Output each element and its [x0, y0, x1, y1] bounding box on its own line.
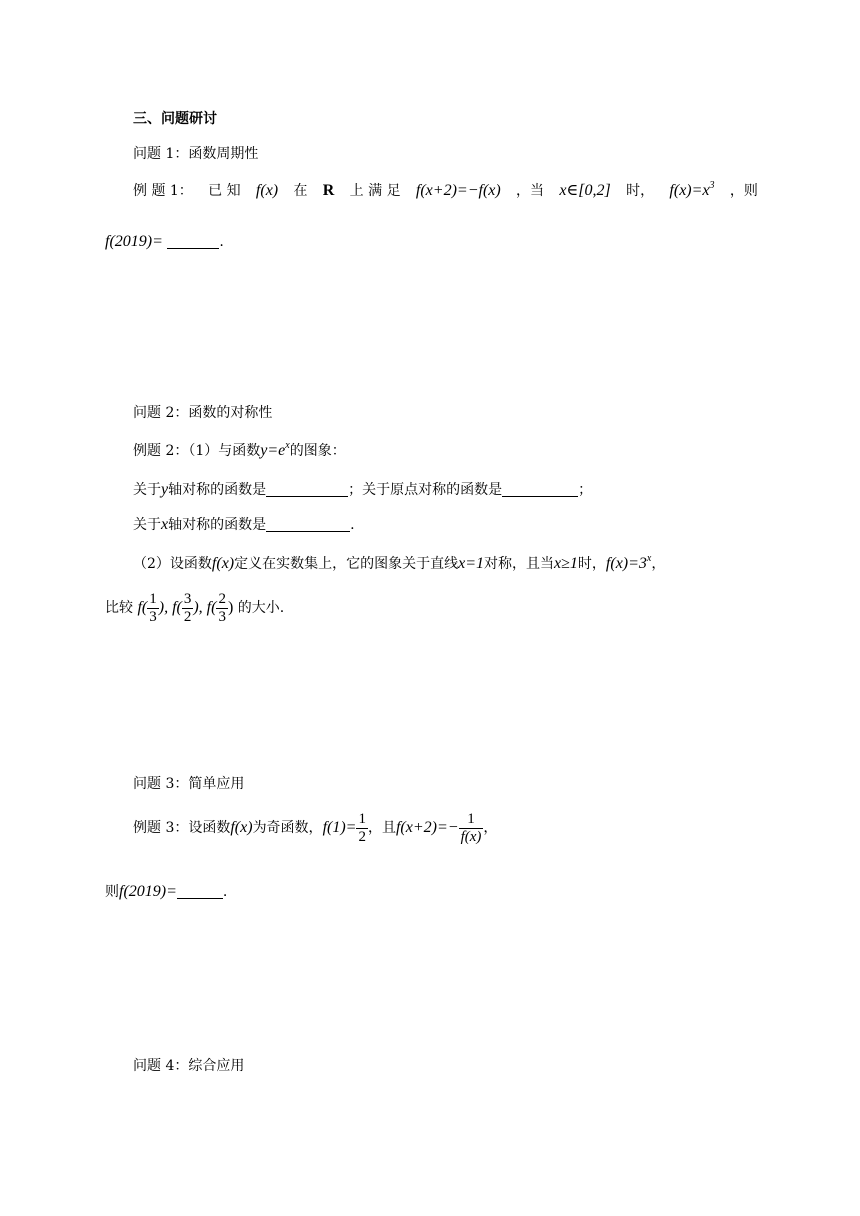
q2-line-1: 关于y轴对称的函数是 ；关于原点对称的函数是 ； — [133, 481, 593, 498]
q1-t3: 上 满 足 — [349, 183, 401, 199]
q1-cube: $f(x)=x^3$ — [669, 180, 715, 199]
q2-ex-label: 例题 2：（1）与函数 — [133, 443, 261, 459]
q1-t5: 时， — [626, 183, 655, 199]
q2-ex-tail: 的图象： — [289, 443, 346, 459]
q1-eq1: f(x+2)=−f(x) — [415, 182, 501, 199]
q1-heading: 问题 1：函数周期性 — [133, 146, 259, 162]
q1-period: . — [219, 234, 224, 250]
q1-ex-label: 例 题 1： — [133, 183, 193, 199]
q2-origin-blank[interactable] — [502, 481, 578, 497]
q2-line-2: 关于x轴对称的函数是 . — [133, 516, 355, 533]
q2-x-axis-blank[interactable] — [266, 516, 350, 532]
q2-compare-line: 比较 f( $\frac{1}{3}$ ), f( $\frac{3}{2}$ ), f( $\frac{2}{3}$ ) 的大小. — [105, 590, 285, 625]
q1-question-line — [105, 232, 224, 252]
q1-t4: ，当 — [516, 183, 545, 199]
q3-question-line: 则f(2019)= . — [105, 883, 228, 900]
q2-example-line — [133, 441, 346, 461]
q1-t1: 已 知 — [208, 183, 241, 199]
q3-example-line: 例题 3：设函数f(x)为奇函数，f(1)= $\frac{1}{2}$ ，且f(x+2)=− $\frac{1}{f(x)}$ ， — [133, 810, 498, 845]
q1-ask: f(2019)= — [105, 233, 163, 250]
q2-y-axis-blank[interactable] — [266, 481, 348, 497]
q1-interval: x∈[0,2] — [559, 182, 611, 199]
q3-answer-blank[interactable] — [177, 883, 223, 899]
q3-heading: 问题 3：简单应用 — [133, 776, 245, 792]
q2-ex-func: $y=e^x$ — [260, 440, 290, 459]
section-title: 三、问题研讨 — [133, 111, 217, 127]
q1-answer-blank[interactable] — [167, 233, 219, 249]
q1-example-line — [133, 181, 758, 201]
q1-t6: ，则 — [729, 183, 758, 199]
q4-heading: 问题 4：综合应用 — [133, 1058, 245, 1074]
q1-fx: f(x) — [255, 182, 279, 199]
q2-part2-line: （2）设函数f(x)定义在实数集上，它的图象关于直线x=1对称，且当x≥1时，$f(x)=3^x$， — [133, 553, 666, 572]
q1-t2: 在 — [293, 183, 308, 199]
q1-R: R — [322, 182, 335, 199]
q2-heading: 问题 2：函数的对称性 — [133, 405, 273, 421]
